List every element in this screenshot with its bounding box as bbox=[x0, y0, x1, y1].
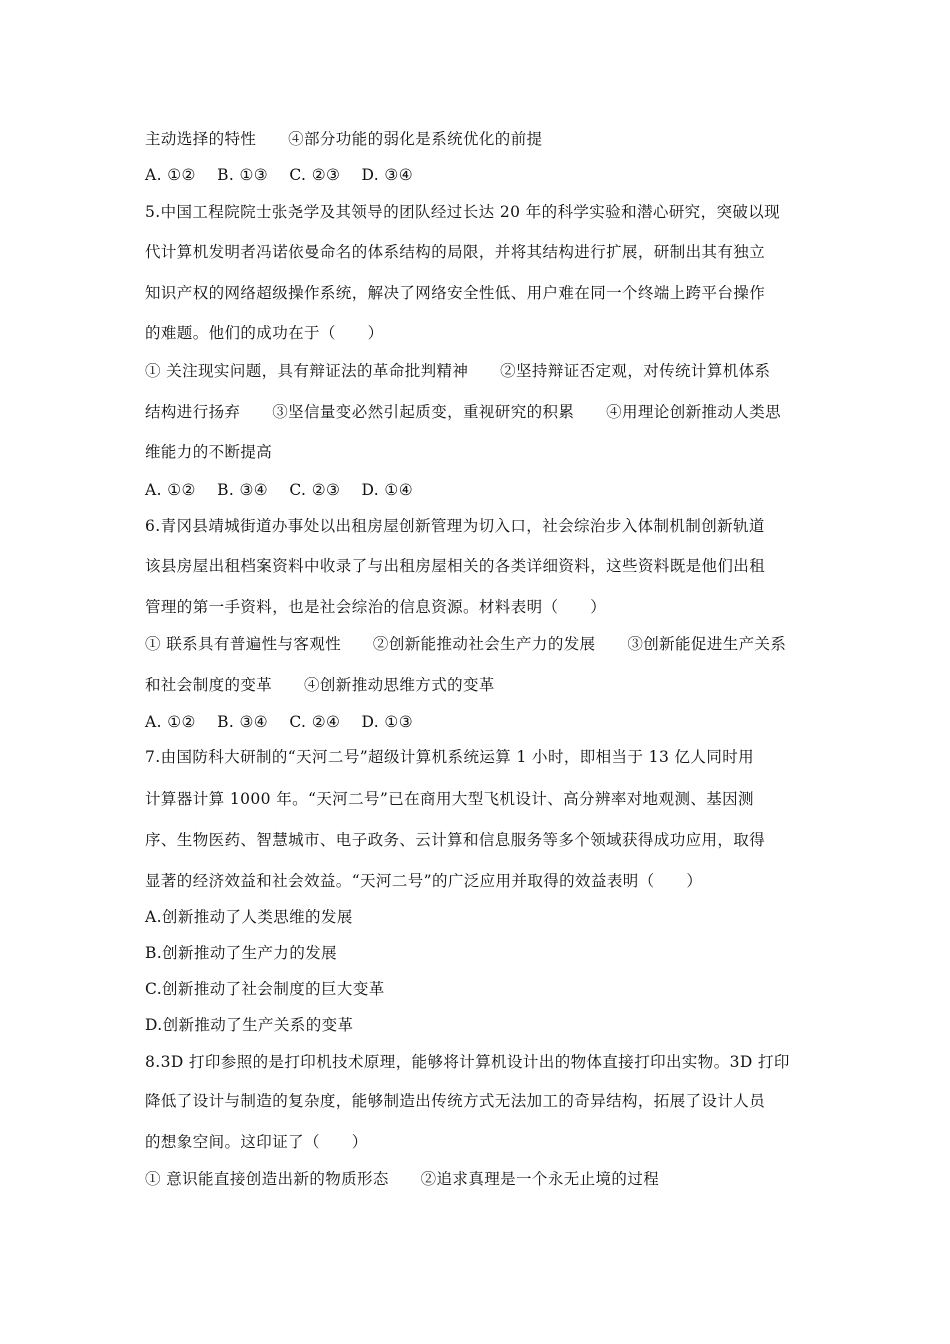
text-line: 管理的第一手资料，也是社会综治的信息资源。材料表明（ ） bbox=[145, 598, 607, 616]
choice-line: ① 关注现实问题，具有辩证法的革命批判精神 ②坚持辩证否定观，对传统计算机体系 bbox=[145, 362, 771, 380]
text-line: 序、生物医药、智慧城市、电子政务、云计算和信息服务等多个领域获得成功应用，取得 bbox=[145, 831, 766, 849]
option-a: A.创新推动了人类思维的发展 bbox=[145, 908, 353, 926]
question-7: 7.由国防科大研制的“天河二号”超级计算机系统运算 1 小时，即相当于 13 亿人同时用 bbox=[145, 748, 755, 766]
answer-options: A. ①② B. ①③ C. ②③ D. ③④ bbox=[145, 166, 414, 184]
question-6: 6.青冈县靖城街道办事处以出租房屋创新管理为切入口，社会综治步入体制机制创新轨道 bbox=[145, 517, 765, 535]
question-5: 5.中国工程院院士张尧学及其领导的团队经过长达 20 年的科学实验和潜心研究，突破以现 bbox=[145, 203, 781, 221]
text-line: 的难题。他们的成功在于（ ） bbox=[145, 324, 384, 342]
option-c: C.创新推动了社会制度的巨大变革 bbox=[145, 980, 385, 998]
choice-line: 和社会制度的变革 ④创新推动思维方式的变革 bbox=[145, 676, 495, 694]
text-line: 主动选择的特性 ④部分功能的弱化是系统优化的前提 bbox=[145, 130, 543, 148]
text-line: 代计算机发明者冯诺依曼命名的体系结构的局限，并将其结构进行扩展，研制出其有独立 bbox=[145, 243, 766, 261]
choice-line: ① 联系具有普遍性与客观性 ②创新能推动社会生产力的发展 ③创新能促进生产关系 bbox=[145, 635, 787, 653]
text-line: 知识产权的网络超级操作系统，解决了网络安全性低、用户难在同一个终端上跨平台操作 bbox=[145, 284, 766, 302]
text-line: 显著的经济效益和社会效益。“天河二号”的广泛应用并取得的效益表明（ ） bbox=[145, 872, 703, 890]
choice-line: ① 意识能直接创造出新的物质形态 ②追求真理是一个永无止境的过程 bbox=[145, 1170, 660, 1188]
answer-options: A. ①② B. ③④ C. ②③ D. ①④ bbox=[145, 481, 414, 499]
answer-options: A. ①② B. ③④ C. ②④ D. ①③ bbox=[145, 713, 414, 731]
text-line: 降低了设计与制造的复杂度，能够制造出传统方式无法加工的奇异结构，拓展了设计人员 bbox=[145, 1092, 766, 1110]
text-line: 的想象空间。这印证了（ ） bbox=[145, 1133, 368, 1151]
question-8: 8.3D 打印参照的是打印机技术原理，能够将计算机设计出的物体直接打印出实物。3D 打印 bbox=[145, 1053, 790, 1071]
text-line: 该县房屋出租档案资料中收录了与出租房屋相关的各类详细资料，这些资料既是他们出租 bbox=[145, 557, 766, 575]
option-d: D.创新推动了生产关系的变革 bbox=[145, 1016, 354, 1034]
option-b: B.创新推动了生产力的发展 bbox=[145, 944, 338, 962]
choice-line: 结构进行扬弃 ③坚信量变必然引起质变，重视研究的积累 ④用理论创新推动人类思 bbox=[145, 403, 782, 421]
choice-line: 维能力的不断提高 bbox=[145, 443, 273, 461]
text-line: 计算器计算 1000 年。“天河二号”已在商用大型飞机设计、高分辨率对地观测、基因测 bbox=[145, 790, 754, 808]
